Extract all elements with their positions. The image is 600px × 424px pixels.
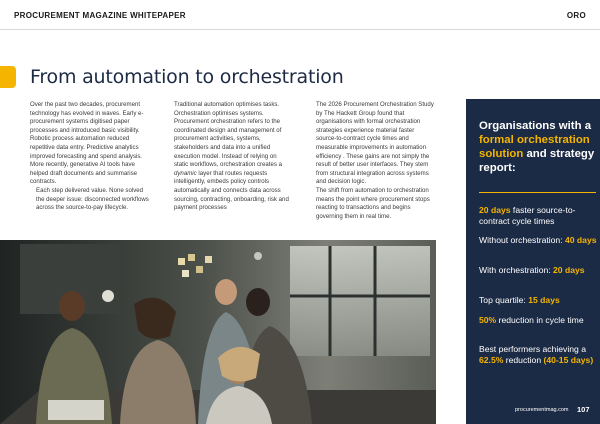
sidebar-heading-text: and strategy report: — [479, 148, 595, 174]
stat-item — [479, 315, 597, 326]
footer-url: procurementmag.com — [515, 407, 569, 413]
stat-text: Without orchestration: — [479, 235, 565, 245]
stat-value: (40-15 days) — [543, 355, 594, 365]
paragraph: Over the past two decades, procurement technology has evolved in waves. Early e-procurement systems digitised paper processes and introduced basic visibility. Robotic process automation reduced repetitive data entry. Predictive analytics improved forecasting and spend analysis. More recently, generative AI tools have helped draft documents and summarise contracts. — [30, 101, 144, 186]
sidebar-heading-highlight: formal orchestration solution — [479, 134, 590, 160]
publication-brand: PROCUREMENT MAGAZINE WHITEPAPER — [14, 11, 186, 20]
paragraph-text: Procurement orchestration refers to the coordinated design and management of procurement activities, systems, stakeholders and data into a unified execution model. Instead of relying on static workflows, orchestration creates a — [174, 118, 283, 169]
divider — [479, 192, 596, 193]
page-number: 107 — [577, 405, 590, 414]
emphasis-text: dynamic — [174, 169, 197, 177]
stat-text: faster source-to-contract cycle times — [479, 205, 576, 226]
top-bar — [0, 0, 600, 30]
sponsor-brand: ORO — [566, 11, 586, 20]
heading-accent-tab — [0, 66, 16, 88]
page-title: From automation to orchestration — [30, 66, 344, 88]
stat-value: 20 days — [553, 265, 585, 275]
paragraph: The 2026 Procurement Orchestration Study by The Hackett Group found that organisations with formal orchestration strategies experience material faster source-to-contract cycle times and measurable improvements in automation efficiency . These gains are not simply the result of better user interfaces. They stem from structural integration across systems and decision logic. — [316, 101, 434, 186]
article-column-3 — [310, 101, 434, 221]
paragraph — [168, 118, 290, 213]
article-column-2 — [168, 101, 290, 213]
sidebar-heading — [479, 119, 595, 175]
paragraph: Traditional automation optimises tasks. Orchestration optimises systems. — [174, 101, 280, 117]
stat-value: 40 days — [564, 235, 597, 245]
stat-text: reduction — [503, 355, 544, 365]
paragraph: The shift from automation to orchestration means the point where procurement stops reacting to transactions and begins governing them in real time. — [316, 186, 430, 220]
stat-item — [479, 205, 597, 227]
paragraph-text: layer that routes requests intelligently, embeds policy controls automatically and connects data across sourcing, contracting, onboarding, risk and payment processes — [174, 169, 289, 212]
stat-text: reduction in cycle time — [496, 315, 584, 325]
stat-value: 50% — [479, 315, 497, 325]
paragraph: Each step delivered value. None solved the deeper issue: disconnected workflows across the source-to-pay lifecycle. — [36, 186, 149, 212]
stat-text: Top quartile: — [479, 295, 529, 305]
stat-item — [479, 235, 597, 246]
stat-value: 15 days — [528, 295, 560, 305]
office-team-photo — [0, 240, 436, 424]
office-team-illustration — [0, 240, 436, 424]
stat-item — [479, 265, 597, 276]
stat-item — [479, 344, 597, 366]
stat-value: 20 days — [479, 205, 511, 215]
sidebar-heading-text: Organisations with a — [479, 120, 592, 132]
stats-sidebar — [466, 99, 600, 424]
stat-value: 62.5% — [479, 355, 504, 365]
article-column-1 — [30, 101, 150, 213]
stat-text: With orchestration: — [479, 265, 554, 275]
stat-text: Best performers achieving a — [479, 344, 586, 354]
stat-item — [479, 295, 597, 306]
